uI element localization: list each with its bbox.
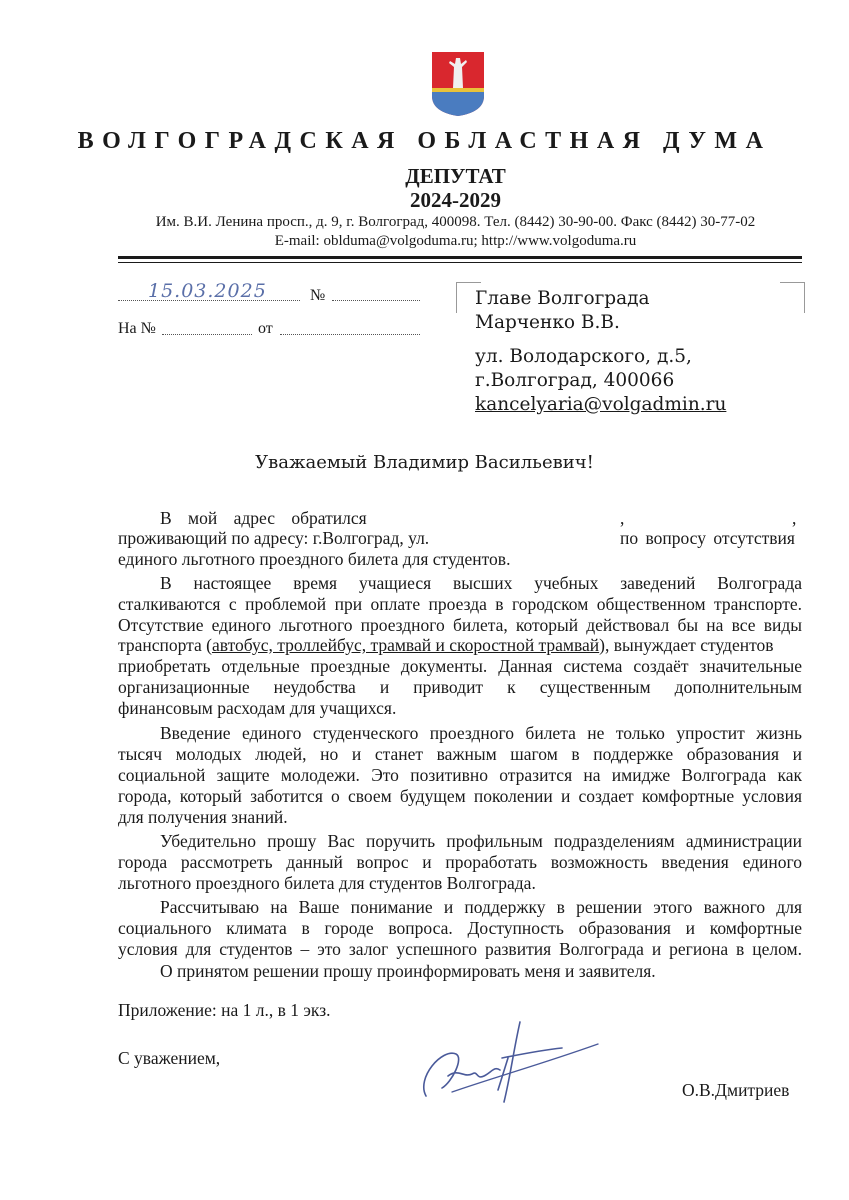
p4-line2: города рассмотреть данный вопрос и проработать возможность введения единого xyxy=(118,852,802,872)
p2-line7: финансовым расходам для учащихся. xyxy=(118,698,397,718)
date-line xyxy=(118,300,300,301)
p1-line2b: по вопросу отсутствия xyxy=(620,528,795,548)
contact-web: E-mail: oblduma@volgoduma.ru; http://www.volgoduma.ru xyxy=(274,233,637,249)
header-rule-thick xyxy=(118,256,802,259)
p1-comma1: , xyxy=(620,508,625,528)
p3-line1: Введение единого студенческого проездного билета не только упростит жизнь xyxy=(160,723,802,743)
p4-line3: льготного проездного билета для студентов Волгограда. xyxy=(118,873,536,893)
p2-line4-underlined: автобус, троллейбус, трамвай и скоростной трамвай xyxy=(211,635,600,655)
ref-from-label: от xyxy=(258,320,273,337)
handwritten-date: 15.03.2025 xyxy=(148,280,267,302)
recipient-email[interactable]: kancelyaria@volgadmin.ru xyxy=(475,394,727,415)
coat-of-arms-emblem xyxy=(430,50,486,118)
p3-line3: социальной защите молодежи. Это позитивно отразится на имидже Волгограда как xyxy=(118,765,802,785)
p6-line1: О принятом решении прошу проинформировать меня и заявителя. xyxy=(160,961,656,981)
p1-comma2: , xyxy=(792,508,797,528)
recipient-street: ул. Володарского, д.5, xyxy=(475,346,692,367)
address-corner-right xyxy=(780,282,805,313)
ref-from-line xyxy=(280,334,420,335)
number-label: № xyxy=(310,287,326,304)
p2-line6: организационные неудобства и приводит к существенным дополнительным xyxy=(118,677,802,697)
p2-line4-start: транспорта ( xyxy=(118,635,212,655)
p2-line5: приобретать отдельные проездные документы. Данная система создаёт значительные xyxy=(118,656,802,676)
p2-line1: В настоящее время учащиеся высших учебных заведений Волгограда xyxy=(160,573,802,593)
p1-line3: единого льготного проездного билета для студентов. xyxy=(118,549,511,569)
p2-line4-end: ), вынуждает студентов xyxy=(599,635,774,655)
p3-line2: тысяч молодых людей, но и станет важным шагом в поддержке образования и xyxy=(118,744,802,764)
ref-number-label: На № xyxy=(118,320,156,337)
organization-name: ВОЛГОГРАДСКАЯ ОБЛАСТНАЯ ДУМА xyxy=(77,128,772,154)
recipient-name: Марченко В.В. xyxy=(475,312,620,333)
handwritten-signature xyxy=(412,1018,612,1108)
p2-line3: Отсутствие единого льготного проездного билета, который действовал бы на все виды xyxy=(118,615,802,635)
salutation: Уважаемый Владимир Васильевич! xyxy=(255,452,594,473)
deputy-term: 2024-2029 xyxy=(410,188,501,212)
p5-line2: социального климата в городе вопроса. Доступность образования и комфортные xyxy=(118,918,802,938)
p4-line1: Убедительно прошу Вас поручить профильным подразделениям администрации xyxy=(160,831,802,851)
number-line xyxy=(332,300,420,301)
deputy-title: ДЕПУТАТ xyxy=(405,164,506,188)
p3-line4: города, который заботится о своем будущем поколении и создает комфортные условия xyxy=(118,786,802,806)
ref-number-line xyxy=(162,334,252,335)
attachment-note: Приложение: на 1 л., в 1 экз. xyxy=(118,1000,331,1020)
signer-name: О.В.Дмитриев xyxy=(682,1080,790,1100)
p2-line2: сталкиваются с проблемой при оплате проезда в городском общественном транспорте. xyxy=(118,594,802,614)
header-rule-thin xyxy=(118,262,802,263)
p1-line2a: проживающий по адресу: г.Волгоград, ул. xyxy=(118,528,430,548)
recipient-city: г.Волгоград, 400066 xyxy=(475,370,675,391)
p1-line1: В мой адрес обратился xyxy=(160,508,367,528)
p3-line5: для получения знаний. xyxy=(118,807,288,827)
p5-line3: условия для студентов – это залог успешного развития Волгограда и региона в целом. xyxy=(118,939,802,959)
p5-line1: Рассчитываю на Ваше понимание и поддержку в решении этого важного для xyxy=(160,897,802,917)
recipient-position: Главе Волгограда xyxy=(475,288,650,309)
contact-address: Им. В.И. Ленина просп., д. 9, г. Волгоград, 400098. Тел. (8442) 30-90-00. Факс (8442) 30-77-02 xyxy=(155,214,756,230)
closing-regards: С уважением, xyxy=(118,1048,221,1068)
p2-line4 xyxy=(118,634,802,656)
